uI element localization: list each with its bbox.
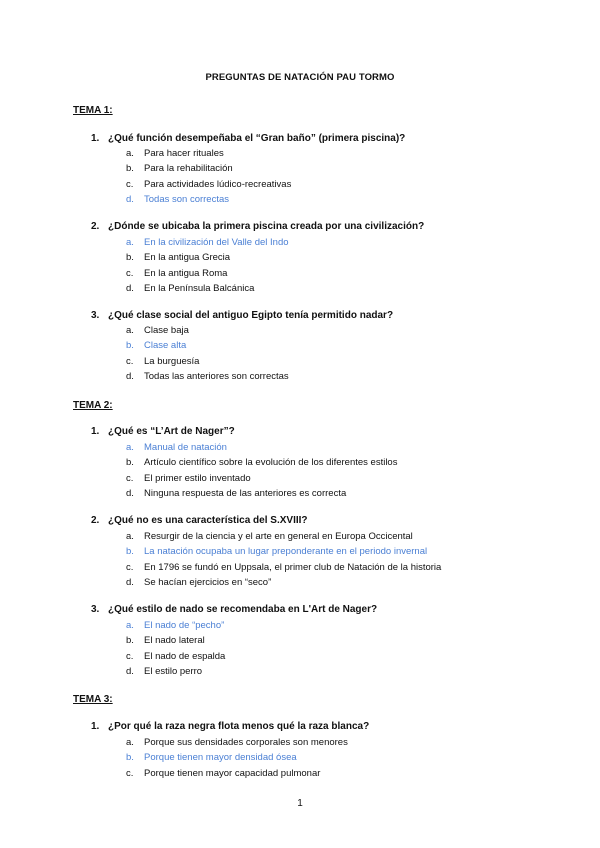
option-text: Todas las anteriores son correctas	[144, 371, 289, 383]
options-list	[126, 618, 225, 680]
option-d	[126, 369, 289, 384]
options-list	[126, 146, 291, 208]
question-1-3	[91, 310, 393, 321]
option-text: El nado de “pecho”	[144, 620, 225, 631]
option-letter: d.	[126, 283, 134, 295]
option-text: Porque tienen mayor capacidad pulmonar	[144, 767, 321, 779]
option-text: En la antigua Grecia	[144, 252, 231, 264]
option-text: Resurgir de la ciencia y el arte en general en Europa Occicental	[144, 531, 413, 542]
option-text: Para actividades lúdico-recreativas	[144, 178, 292, 190]
option-letter: b.	[126, 252, 134, 264]
option-text: El primer estilo inventado	[144, 472, 251, 484]
page-title: PREGUNTAS DE NATACIÓN PAU TORMO	[205, 72, 395, 83]
option-text: Manual de natación	[144, 442, 227, 453]
option-letter: d.	[126, 666, 134, 678]
options-list	[126, 735, 348, 781]
option-letter: d.	[126, 371, 134, 383]
question-1-2	[91, 221, 424, 232]
option-text: Porque tienen mayor densidad ósea	[144, 752, 297, 764]
option-a	[126, 735, 348, 750]
option-c	[126, 560, 441, 575]
question-text: ¿Dónde se ubicaba la primera piscina creada por una civilización?	[108, 221, 425, 232]
option-a	[126, 146, 291, 161]
question-number: 1.	[91, 426, 100, 437]
option-text: Todas son correctas	[144, 194, 230, 206]
question-3-1	[91, 721, 369, 732]
question-number: 3.	[91, 310, 100, 321]
page-number: 1	[297, 798, 303, 809]
option-b	[126, 633, 225, 648]
option-a-correct	[126, 618, 225, 633]
question-text: ¿Qué función desempeñaba el “Gran baño” (primera piscina)?	[108, 133, 406, 144]
question-1-1	[91, 133, 405, 144]
question-number: 1.	[91, 721, 100, 732]
question-number: 2.	[91, 515, 100, 526]
option-letter: c.	[126, 472, 134, 484]
option-d-correct	[126, 192, 291, 207]
option-c	[126, 354, 289, 369]
option-text: Para hacer rituales	[144, 148, 224, 159]
section-heading-tema-1: TEMA 1:	[73, 105, 113, 116]
question-2-1	[91, 426, 235, 437]
option-text: Porque sus densidades corporales son menores	[144, 737, 348, 748]
option-b	[126, 455, 397, 470]
option-text: En la antigua Roma	[144, 267, 228, 279]
question-number: 3.	[91, 604, 100, 615]
option-letter: b.	[126, 752, 134, 764]
option-letter: a.	[126, 442, 134, 453]
option-letter: d.	[126, 194, 134, 206]
option-d	[126, 575, 441, 590]
option-letter: d.	[126, 577, 134, 589]
option-letter: a.	[126, 237, 134, 248]
option-text: Clase baja	[144, 325, 189, 336]
option-letter: b.	[126, 457, 134, 469]
option-text: La natación ocupaba un lugar preponderante en el periodo invernal	[144, 546, 428, 558]
options-list	[126, 440, 397, 502]
option-text: Clase alta	[144, 340, 187, 352]
option-letter: a.	[126, 325, 134, 336]
option-letter: b.	[126, 163, 134, 175]
option-letter: d.	[126, 488, 134, 500]
option-text: Se hacían ejercicios en “seco”	[144, 577, 272, 589]
option-text: Artículo científico sobre la evolución de los diferentes estilos	[144, 457, 398, 469]
option-letter: c.	[126, 355, 134, 367]
option-letter: c.	[126, 650, 134, 662]
option-b-correct	[126, 750, 348, 765]
option-c	[126, 649, 225, 664]
option-text: En la civilización del Valle del Indo	[144, 237, 289, 248]
option-a	[126, 323, 289, 338]
section-heading-tema-3: TEMA 3:	[73, 694, 113, 705]
option-text: El nado lateral	[144, 635, 205, 647]
option-a-correct	[126, 235, 289, 250]
option-letter: b.	[126, 635, 134, 647]
option-letter: a.	[126, 620, 134, 631]
option-letter: a.	[126, 531, 134, 542]
option-b	[126, 250, 289, 265]
option-c	[126, 177, 291, 192]
option-b-correct	[126, 544, 441, 559]
options-list	[126, 235, 289, 297]
option-d	[126, 664, 225, 679]
question-text: ¿Qué estilo de nado se recomendaba en L'Art de Nager?	[108, 604, 378, 615]
option-letter: b.	[126, 340, 134, 352]
section-heading-tema-2: TEMA 2:	[73, 400, 113, 411]
option-letter: c.	[126, 767, 134, 779]
question-text: ¿Qué clase social del antiguo Egipto tenía permitido nadar?	[108, 310, 394, 321]
option-letter: c.	[126, 267, 134, 279]
option-letter: a.	[126, 148, 134, 159]
option-letter: c.	[126, 561, 134, 573]
option-text: El estilo perro	[144, 666, 203, 678]
question-text: ¿Qué es “L’Art de Nager”?	[108, 426, 235, 437]
option-c	[126, 266, 289, 281]
option-text: La burguesía	[144, 355, 200, 367]
option-d	[126, 486, 397, 501]
option-text: Para la rehabilitación	[144, 163, 233, 175]
option-text: En la Península Balcánica	[144, 283, 255, 295]
option-text: El nado de espalda	[144, 650, 226, 662]
question-text: ¿Por qué la raza negra flota menos qué la raza blanca?	[108, 721, 370, 732]
option-text: En 1796 se fundó en Uppsala, el primer club de Natación de la historia	[144, 561, 442, 573]
question-2-2	[91, 515, 308, 526]
option-letter: a.	[126, 737, 134, 748]
options-list	[126, 323, 289, 385]
option-a-correct	[126, 440, 397, 455]
question-2-3	[91, 604, 377, 615]
option-a	[126, 529, 441, 544]
option-letter: b.	[126, 546, 134, 558]
option-c	[126, 766, 348, 781]
option-d	[126, 281, 289, 296]
question-text: ¿Qué no es una característica del S.XVIII?	[108, 515, 308, 526]
option-b	[126, 161, 291, 176]
option-b-correct	[126, 338, 289, 353]
option-text: Ninguna respuesta de las anteriores es correcta	[144, 488, 347, 500]
options-list	[126, 529, 441, 591]
question-number: 1.	[91, 133, 100, 144]
question-number: 2.	[91, 221, 100, 232]
option-letter: c.	[126, 178, 134, 190]
option-c	[126, 471, 397, 486]
